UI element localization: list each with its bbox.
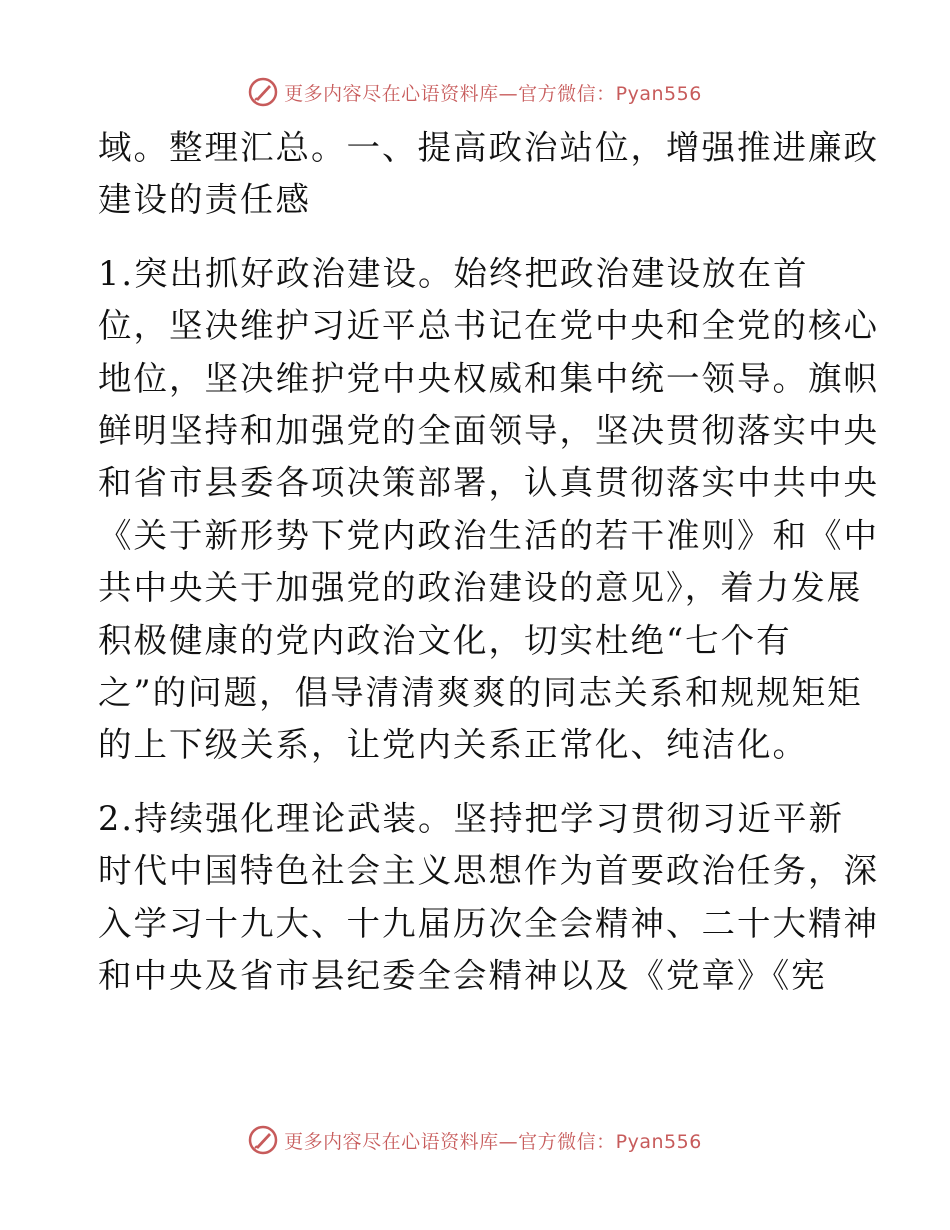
- text-line: 时代中国特色社会主义思想作为首要政治任务，深: [98, 851, 879, 891]
- text-line: 域。整理汇总。一、提高政治站位，增强推进廉政: [98, 128, 879, 167]
- header-banner-text: 更多内容尽在心语资料库—官方微信：Pyan556: [284, 82, 702, 105]
- paragraph-intro: [98, 122, 879, 227]
- footer-banner: [0, 1120, 950, 1160]
- quill-logo-icon: [248, 77, 278, 107]
- text-line: 和中央及省市县纪委全会精神以及《党章》《宪: [98, 956, 827, 996]
- header-banner: [0, 72, 950, 112]
- text-line: 共中央关于加强党的政治建设的意见》，着力发展: [98, 568, 863, 608]
- text-line: 《关于新形势下党内政治生活的若干准则》和《中: [98, 515, 879, 555]
- footer-banner-text: 更多内容尽在心语资料库—官方微信：Pyan556: [284, 1130, 702, 1153]
- text-line: 入学习十九大、十九届历次全会精神、二十大精神: [98, 903, 879, 943]
- text-line: 位，坚决维护习近平总书记在党中央和全党的核心: [98, 306, 879, 346]
- text-line: 鲜明坚持和加强党的全面领导，坚决贯彻落实中央: [98, 411, 879, 451]
- text-line: 建设的责任感: [98, 180, 311, 220]
- text-line: 积极健康的党内政治文化，切实杜绝“七个有: [98, 620, 792, 660]
- paragraph-theory-study: [98, 793, 879, 1003]
- text-line: 1.突出抓好政治建设。始终把政治建设放在首: [98, 253, 809, 293]
- text-line: 地位，坚决维护党中央权威和集中统一领导。旗帜: [98, 358, 879, 398]
- text-line: 2.持续强化理论武装。坚持把学习贯彻习近平新: [98, 798, 844, 838]
- text-line: 的上下级关系，让党内关系正常化、纯洁化。: [98, 725, 808, 765]
- text-line: 和省市县委各项决策部署，认真贯彻落实中共中央: [98, 463, 879, 503]
- document-body: [98, 122, 879, 1003]
- paragraph-political-construction: [98, 248, 879, 772]
- quill-logo-icon: [248, 1125, 278, 1155]
- text-line: 之”的问题，倡导清清爽爽的同志关系和规规矩矩: [98, 673, 863, 713]
